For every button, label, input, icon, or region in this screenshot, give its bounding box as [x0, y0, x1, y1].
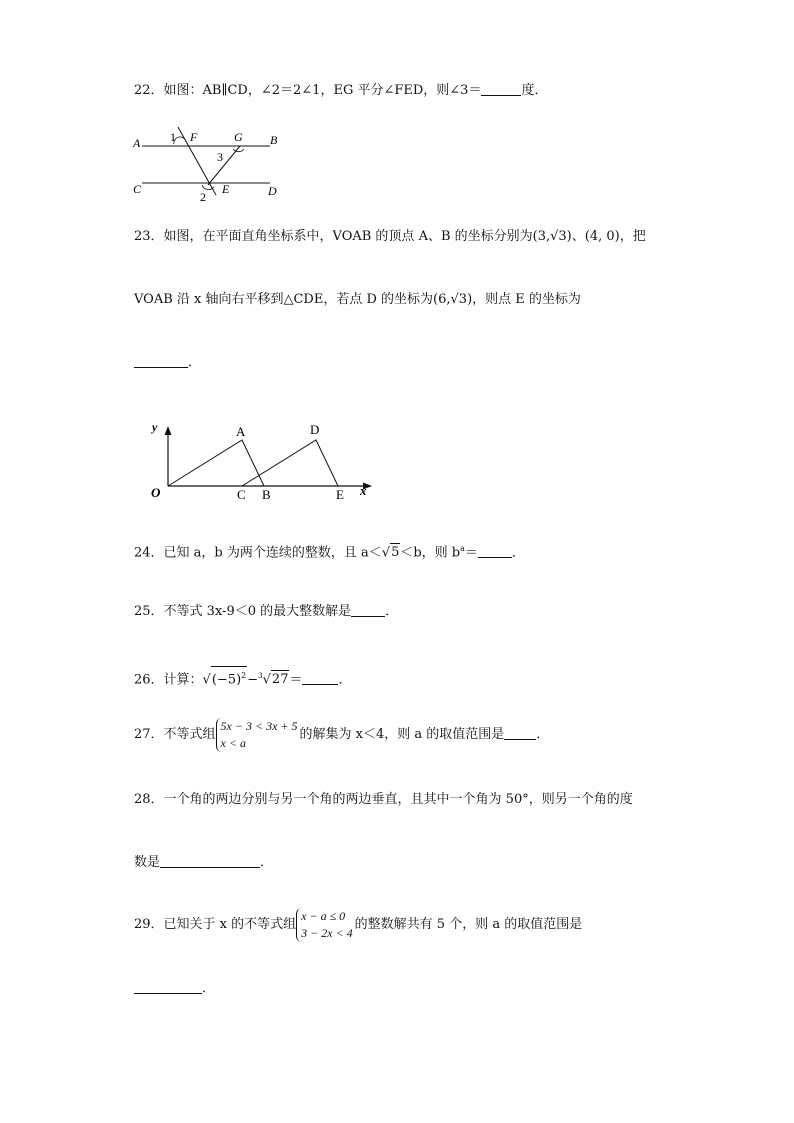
x-axis-label: x: [360, 483, 367, 498]
point-e-label: E: [336, 487, 344, 502]
q29-end: ．: [202, 981, 216, 996]
q29-answer-blank[interactable]: [134, 981, 202, 994]
label-3: 3: [217, 150, 223, 164]
q26-root-index: 3: [258, 672, 263, 680]
q26-stem: 26．计算：: [134, 672, 203, 688]
q26-eq: ＝: [289, 672, 303, 688]
q25-stem: 25．不等式 3x-9＜0 的最大整数解是: [134, 604, 352, 619]
q23-end: ．: [188, 355, 202, 370]
label-e: E: [222, 182, 230, 196]
q27-system: [216, 718, 300, 752]
q26-expr-a: (−5): [211, 672, 242, 688]
label-g: G: [234, 130, 243, 144]
q26-answer-blank[interactable]: [302, 672, 338, 685]
y-axis-arrow: [165, 426, 172, 435]
q26-radicand-b: 27: [271, 672, 289, 688]
q23-graph: [146, 418, 386, 508]
point-a-label: A: [236, 424, 246, 439]
sqrt-sign: √: [202, 672, 211, 688]
q25-text: [134, 603, 398, 621]
q28-line2: [134, 854, 273, 872]
q24-text: [134, 540, 525, 562]
q24-stem: 24．已知 a，b 为两个连续的整数，且 a＜: [134, 545, 382, 561]
q29-tail: 的整数解共有 5 个，则 a 的取值范围是: [354, 917, 583, 932]
q29-system: [296, 908, 355, 942]
q23-line2: [134, 291, 581, 309]
q22-stem: 22．如图：AB∥CD，∠2＝2∠1，EG 平分∠FED，则∠3＝: [134, 83, 482, 98]
q29-line2: [134, 980, 215, 998]
triangle-cde: [242, 440, 338, 486]
label-c: C: [133, 182, 142, 196]
q28-stem: 数是: [134, 855, 161, 870]
q24-exponent: a: [460, 544, 465, 553]
q23-line2-b: ，则点 E 的坐标为: [472, 292, 581, 307]
q24-mid: ＜b，则 b: [400, 545, 461, 561]
q27-tail: 的解集为 x＜4，则 a 的取值范围是: [299, 727, 505, 742]
q23-line3: [134, 354, 201, 372]
label-2: 2: [200, 190, 206, 204]
label-a: A: [133, 136, 141, 150]
point-d-label: D: [310, 422, 320, 437]
q27-row2: x < a: [220, 735, 246, 750]
q29-row1: x − a ≤ 0: [301, 908, 346, 923]
q27-end: ．: [536, 727, 550, 742]
q24-radicand: 5: [391, 545, 400, 561]
q22-tail: 度．: [521, 83, 548, 98]
q23-coord-d: (6,√3): [433, 292, 473, 307]
q29-row2: 3 − 2x < 4: [301, 925, 353, 940]
q27-row1: 5x − 3 < 3x + 5: [220, 718, 298, 733]
bisector-eg: [208, 146, 240, 185]
sqrt-sign: √: [262, 672, 271, 688]
q23-stem: 23．如图，在平面直角坐标系中，VOAB 的顶点 A、B 的坐标分别为: [134, 229, 533, 244]
q25-end: ．: [385, 604, 399, 619]
origin-label: O: [151, 485, 161, 500]
q24-eq: ＝: [464, 545, 478, 561]
label-f: F: [190, 130, 198, 144]
q23-line1-tail: ，把: [619, 229, 646, 244]
sqrt-sign: √: [381, 545, 391, 561]
point-c-label: C: [237, 487, 246, 502]
q24-answer-blank[interactable]: [478, 545, 512, 558]
q29-stem: 29．已知关于 x 的不等式组: [134, 917, 297, 932]
angle-3-arc: [233, 149, 244, 152]
q22-figure: [130, 125, 290, 205]
q26-radicand-a: [211, 666, 247, 689]
q25-answer-blank[interactable]: [351, 604, 385, 617]
q26-minus: −: [247, 672, 259, 688]
q23-line1: [134, 228, 646, 246]
q27-text: [134, 716, 549, 754]
label-d: D: [268, 184, 277, 198]
point-b-label: B: [262, 487, 271, 502]
triangle-oab: [168, 440, 264, 486]
q22-text: [134, 82, 547, 100]
q28-answer-blank[interactable]: [160, 855, 260, 868]
q27-stem: 27．不等式组: [134, 727, 216, 742]
q23-line2-a: VOAB 沿 x 轴向右平移到△CDE，若点 D 的坐标为: [134, 292, 434, 307]
q24-end: ．: [511, 545, 525, 561]
q28-end: ．: [260, 855, 274, 870]
q23-coord-b: (4, 0): [584, 229, 620, 244]
q23-answer-blank[interactable]: [134, 355, 188, 368]
q23-sep: 、: [571, 229, 585, 244]
q22-answer-blank[interactable]: [481, 83, 521, 96]
label-1: 1: [170, 130, 176, 144]
label-b: B: [270, 133, 278, 147]
q29-text: [134, 906, 582, 944]
q26-text: [134, 666, 352, 689]
y-axis-label: y: [152, 420, 158, 434]
q27-answer-blank[interactable]: [504, 727, 536, 740]
q26-end: ．: [338, 672, 352, 688]
q28-line1: 28．一个角的两边分别与另一个角的两边垂直，且其中一个角为 50°，则另一个角的度: [134, 792, 633, 807]
q23-coord-a: (3,√3): [532, 229, 572, 244]
q26-exponent: 2: [241, 671, 247, 680]
